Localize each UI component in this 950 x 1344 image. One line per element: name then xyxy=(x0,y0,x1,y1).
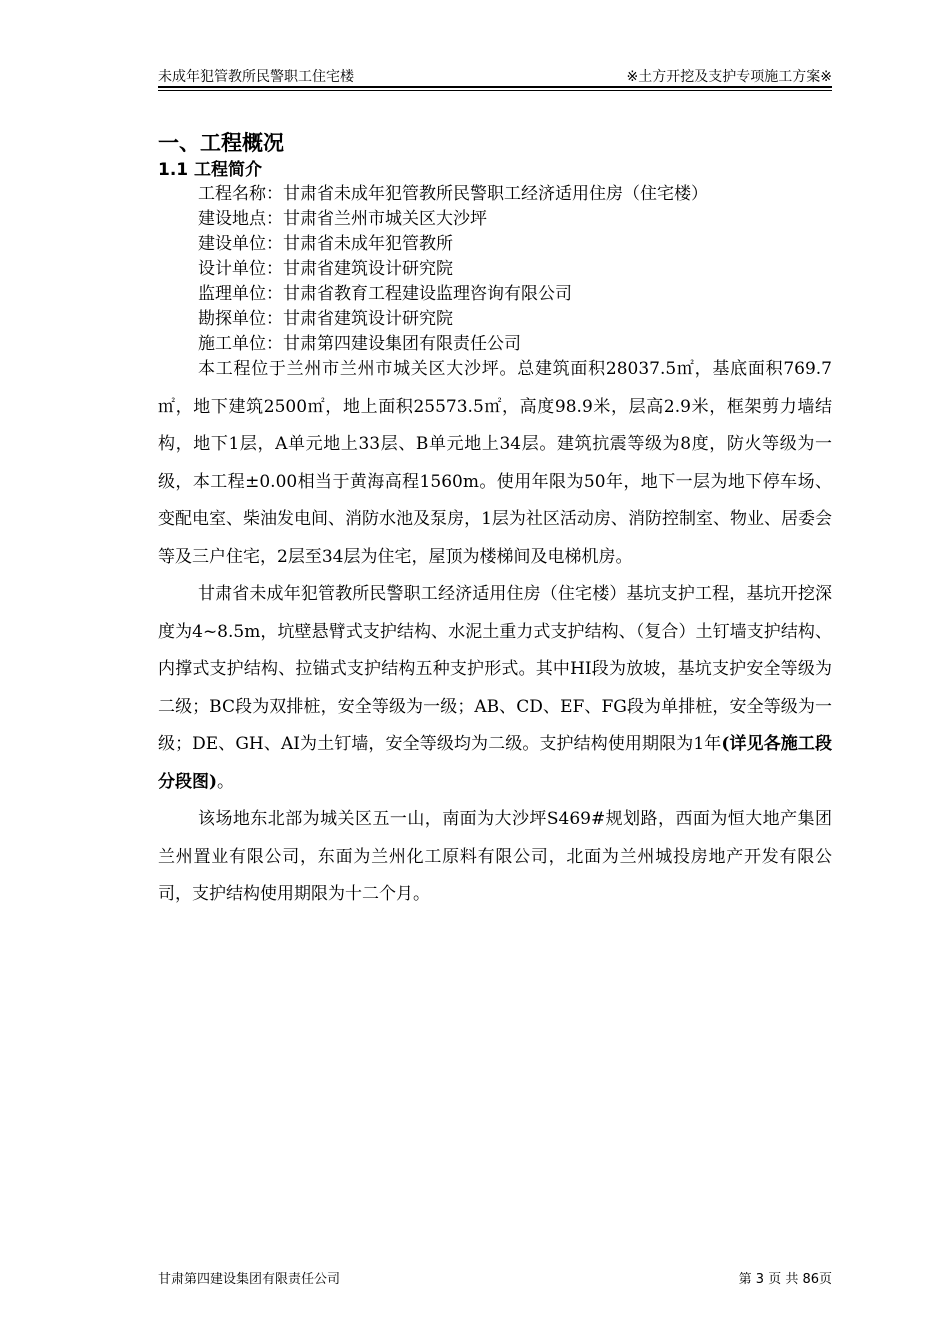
info-contractor: 施工单位：甘肃第四建设集团有限责任公司 xyxy=(198,334,521,354)
paragraph-support-reference: (详见各施工段分段图) xyxy=(158,734,832,792)
page-footer xyxy=(158,1268,832,1288)
header-document-title: ※土方开挖及支护专项施工方案※ xyxy=(626,69,832,85)
paragraph-surroundings: 该场地东北部为城关区五一山，南面为大沙坪S469#规划路，西面为恒大地产集团兰州置业有限公司，东面为兰州化工原料有限公司，北面为兰州城投房地产开发有限公司，支护结构使用期限为十二个月。 xyxy=(158,809,832,904)
project-info-list xyxy=(158,182,832,357)
header-divider xyxy=(158,86,832,88)
page-body xyxy=(158,128,832,914)
footer-page-number: 第 3 页 共 86页 xyxy=(738,1272,832,1287)
paragraph-overview: 本工程位于兰州市兰州市城关区大沙坪。总建筑面积28037.5㎡，基底面积769.7㎡，地下建筑2500㎡，地上面积25573.5㎡，高度98.9米，层高2.9米，框架剪力墙结构，地下1层，A单元地上33层、B单元地上34层。建筑抗震等级为8度，防火等级为一级，本工程±0.00相当于黄海高程1560m。使用年限为50年，地下一层为地下停车场、变配电室、柴油发电间、消防水池及泵房，1层为社区活动房、消防控制室、物业、居委会等及三户住宅，2层至34层为住宅，屋顶为楼梯间及电梯机房。 xyxy=(158,359,832,567)
section-title: 一、工程概况 xyxy=(158,131,284,155)
paragraph-support-end: 。 xyxy=(217,771,235,792)
info-supervisor: 监理单位：甘肃省教育工程建设监理咨询有限公司 xyxy=(198,284,572,304)
footer-company: 甘肃第四建设集团有限责任公司 xyxy=(158,1272,341,1287)
subsection-title: 1.1 工程简介 xyxy=(158,160,263,180)
header-project-name: 未成年犯管教所民警职工住宅楼 xyxy=(158,69,354,85)
info-location: 建设地点：甘肃省兰州市城关区大沙坪 xyxy=(198,209,487,229)
paragraph-support xyxy=(158,576,832,801)
info-designer: 设计单位：甘肃省建筑设计研究院 xyxy=(198,259,453,279)
info-surveyor: 勘探单位：甘肃省建筑设计研究院 xyxy=(198,309,453,329)
info-owner: 建设单位：甘肃省未成年犯管教所 xyxy=(198,234,453,254)
info-project-name: 工程名称：甘肃省未成年犯管教所民警职工经济适用住房（住宅楼） xyxy=(198,184,708,204)
paragraph-support-text: 甘肃省未成年犯管教所民警职工经济适用住房（住宅楼）基坑支护工程，基坑开挖深度为4~8.5m，坑壁悬臂式支护结构、水泥土重力式支护结构、（复合）土钉墙支护结构、内撑式支护结构、拉锚式支护结构五种支护形式。其中HI段为放坡，基坑支护安全等级为二级；BC段为双排桩，安全等级为一级；AB、CD、EF、FG段为单排桩，安全等级为一级；DE、GH、AI为土钉墙，安全等级均为二级。支护结构使用期限为1年 xyxy=(158,584,832,754)
page-header xyxy=(158,62,832,84)
header-divider-thin xyxy=(158,90,832,91)
